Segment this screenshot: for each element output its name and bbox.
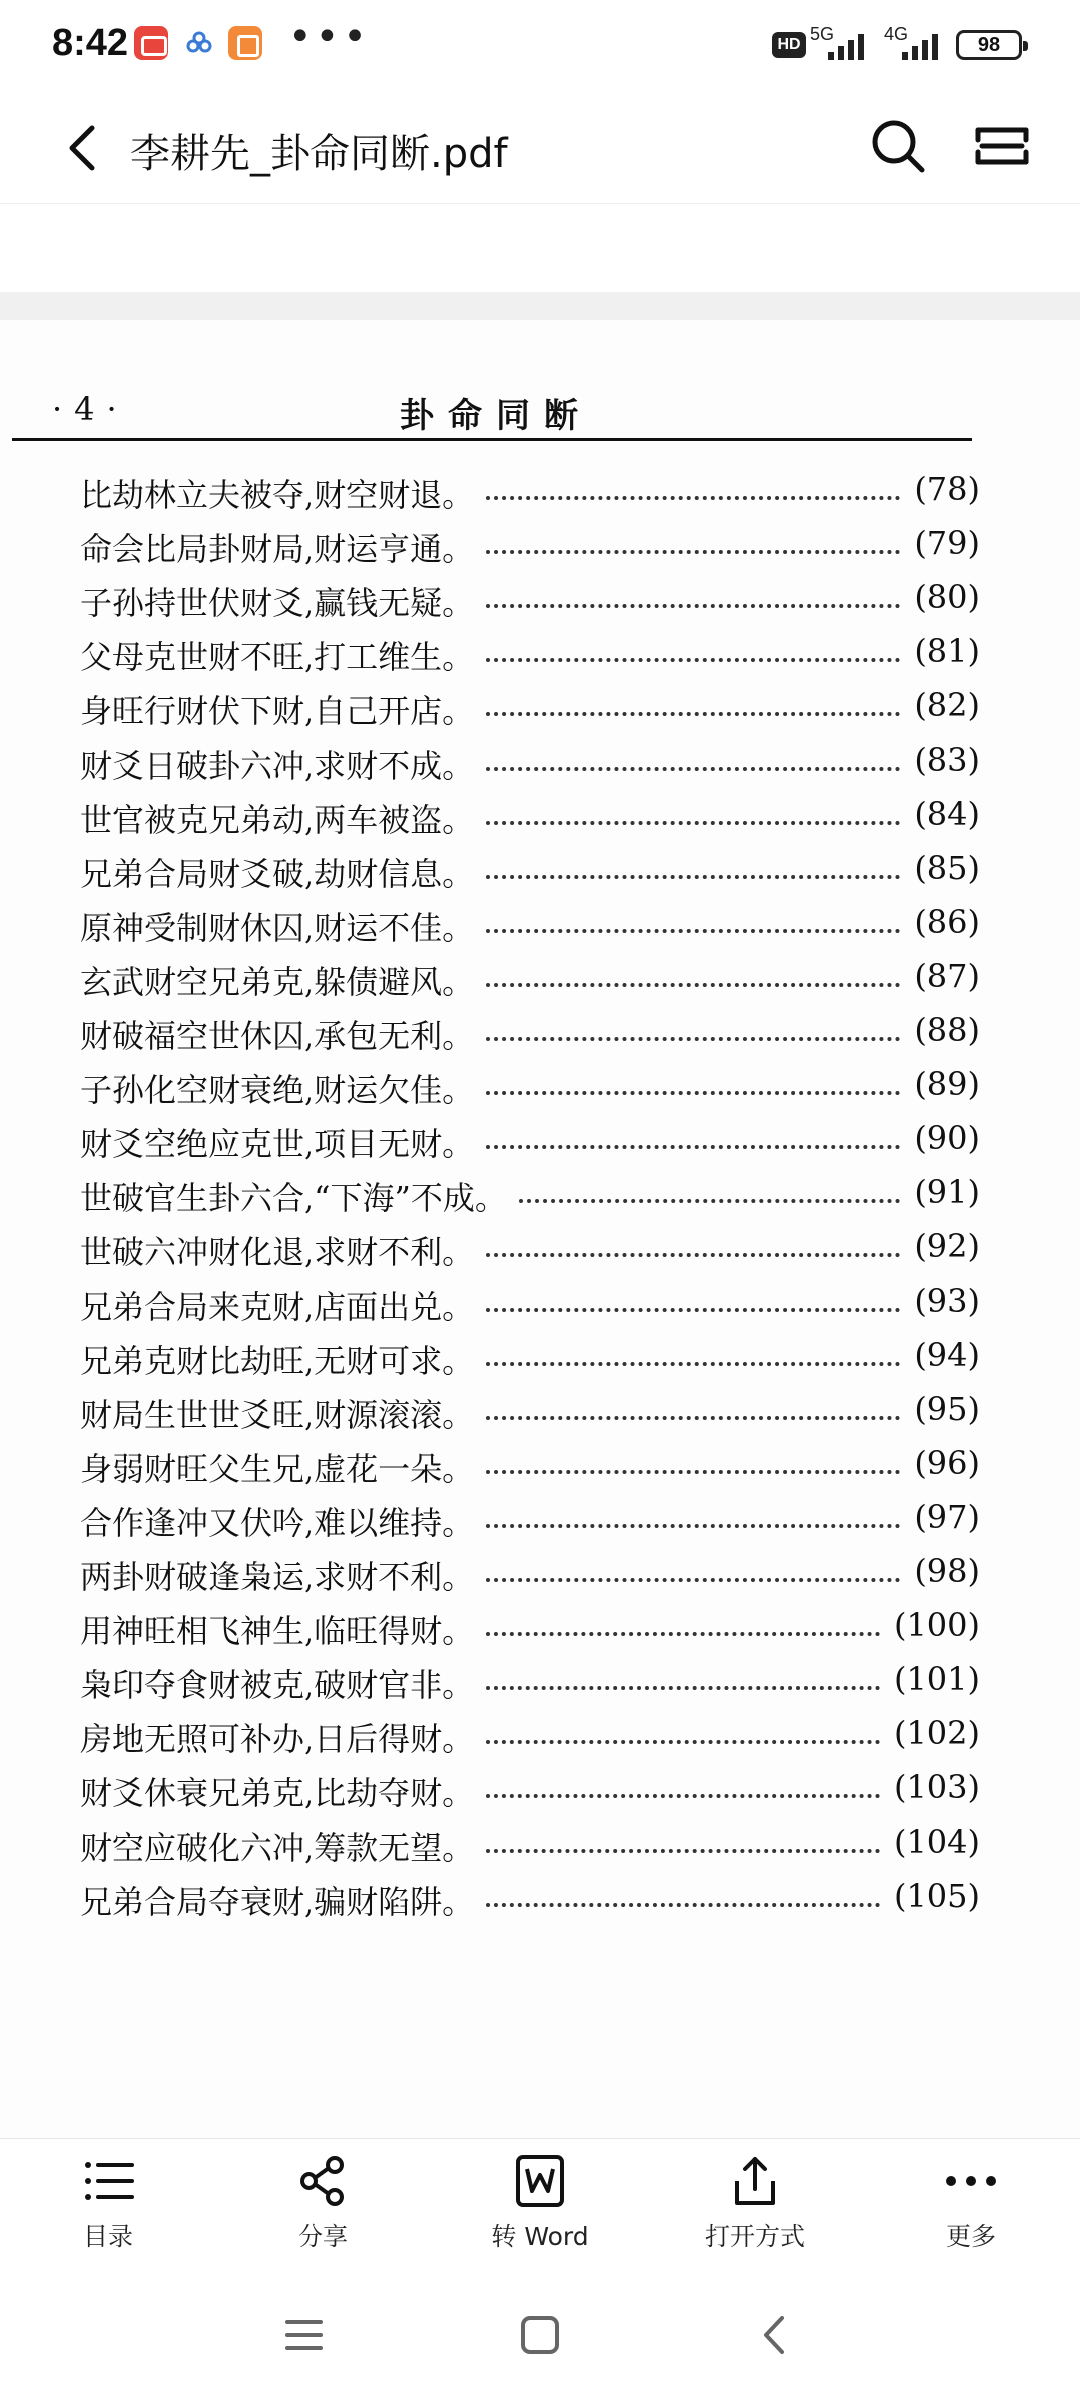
share-button[interactable] xyxy=(248,2153,398,2263)
toc-leader-dots xyxy=(486,1091,900,1095)
toc-entry-title: 房地无照可补办,日后得财。 xyxy=(80,1720,475,1759)
toc-button[interactable] xyxy=(33,2153,183,2263)
toc-leader-dots xyxy=(486,1470,900,1474)
toc-entry-page: (94) xyxy=(914,1335,980,1374)
toc-entry-title: 合作逢冲又伏吟,难以维持。 xyxy=(80,1503,475,1542)
toc-entry-title: 财爻休衰兄弟克,比劫夺财。 xyxy=(80,1774,475,1813)
toc-leader-dots xyxy=(486,821,900,825)
open-with-button[interactable] xyxy=(680,2153,830,2263)
list-icon xyxy=(80,2153,136,2209)
toc-entry[interactable] xyxy=(80,903,980,955)
toc-entry-title: 原神受制财休囚,财运不佳。 xyxy=(80,908,475,947)
toc-leader-dots xyxy=(486,550,900,554)
toc-entry-page: (102) xyxy=(893,1714,980,1753)
toc-entry-page: (104) xyxy=(893,1822,980,1861)
toc-entry-page: (85) xyxy=(914,848,980,887)
toc-entry[interactable] xyxy=(80,470,980,522)
toc-entry-title: 枭印夺食财被克,破财官非。 xyxy=(80,1666,475,1705)
toc-leader-dots xyxy=(486,1253,900,1257)
toc-entry[interactable] xyxy=(80,1660,980,1712)
toc-entry-title: 用神旺相飞神生,临旺得财。 xyxy=(80,1612,475,1651)
back-button[interactable] xyxy=(56,120,112,176)
toc-entry-page: (97) xyxy=(914,1497,980,1536)
toc-entry-title: 世破官生卦六合,“下海”不成。 xyxy=(80,1179,507,1218)
more-label: 更多 xyxy=(945,2222,996,2251)
document-title: 李耕先_卦命同断.pdf xyxy=(130,131,508,177)
more-button[interactable] xyxy=(896,2153,1046,2263)
convert-word-label: 转 Word xyxy=(491,2222,589,2251)
home-button[interactable] xyxy=(515,2310,565,2360)
toc-entry[interactable] xyxy=(80,1336,980,1388)
toc-entry[interactable] xyxy=(80,1444,980,1496)
toc-entry-title: 玄武财空兄弟克,躲债避风。 xyxy=(80,962,475,1001)
toc-entry-page: (98) xyxy=(914,1552,980,1590)
toc-entry[interactable] xyxy=(80,1011,980,1063)
open-with-icon xyxy=(727,2153,783,2209)
toc-leader-dots xyxy=(486,1794,880,1798)
toc-entry[interactable] xyxy=(80,1552,980,1604)
toc-entry[interactable] xyxy=(80,1282,980,1334)
toc-entry-title: 财局生世世爻旺,财源滚滚。 xyxy=(80,1395,475,1434)
toc-entry[interactable] xyxy=(80,1714,980,1766)
toc-entry[interactable] xyxy=(80,1173,980,1225)
search-icon xyxy=(868,116,928,176)
toc-entry-page: (89) xyxy=(914,1065,980,1104)
toc-entry-page: (101) xyxy=(893,1660,980,1699)
toc-leader-dots xyxy=(486,1632,880,1636)
toc-entry-page: (83) xyxy=(914,740,980,779)
toc-entry-title: 身弱财旺父生兄,虚花一朵。 xyxy=(80,1449,475,1488)
toc-entry-page: (79) xyxy=(914,524,980,563)
toc-entry-page: (88) xyxy=(914,1011,980,1049)
toc-entry-title: 比劫林立夫被夺,财空财退。 xyxy=(80,476,475,514)
home-icon xyxy=(515,2310,565,2360)
more-icon xyxy=(943,2153,999,2209)
toc-leader-dots xyxy=(519,1199,900,1203)
toc-leader-dots xyxy=(486,875,900,879)
toc-entry[interactable] xyxy=(80,741,980,793)
status-bar xyxy=(0,0,1080,92)
toc-entry-page: (96) xyxy=(914,1443,980,1482)
toc-leader-dots xyxy=(486,1903,880,1907)
toc-entry-page: (80) xyxy=(914,578,980,617)
toc-leader-dots xyxy=(486,1578,900,1582)
toc-entry[interactable] xyxy=(80,1823,980,1875)
toc-entry-page: (87) xyxy=(914,956,980,995)
hd-icon: HD xyxy=(772,32,806,58)
toc-entry-title: 身旺行财伏下财,自己开店。 xyxy=(80,692,475,731)
toc-entry-page: (91) xyxy=(914,1173,980,1212)
toc-entry[interactable] xyxy=(80,1606,980,1658)
header-rule xyxy=(12,438,972,441)
toc-entry-title: 财爻空绝应克世,项目无财。 xyxy=(80,1125,475,1164)
search-button[interactable] xyxy=(868,116,928,176)
toc-entry-title: 两卦财破逢枭运,求财不利。 xyxy=(80,1558,475,1596)
toc-entry-title: 父母克世财不旺,打工维生。 xyxy=(80,638,475,677)
signal-4g-icon: 4G xyxy=(884,26,944,62)
toc-entry-title: 命会比局卦财局,财运亨通。 xyxy=(80,530,475,569)
share-icon xyxy=(295,2153,351,2209)
more-notifications-icon: ••• xyxy=(288,14,371,60)
toc-entry-title: 财破福空世休囚,承包无利。 xyxy=(80,1017,475,1055)
toc-entry[interactable] xyxy=(80,632,980,684)
toc-entry-page: (84) xyxy=(914,794,980,833)
toc-entry-page: (105) xyxy=(893,1876,980,1915)
toc-leader-dots xyxy=(486,1686,880,1690)
toc-leader-dots xyxy=(486,1145,900,1149)
toc-entry[interactable] xyxy=(80,524,980,576)
toc-leader-dots xyxy=(486,1037,900,1041)
toc-leader-dots xyxy=(486,712,900,716)
toc-entry-page: (92) xyxy=(914,1227,980,1266)
toc-entry-title: 世官被克兄弟动,两车被盗。 xyxy=(80,800,475,839)
toc-entry-title: 财爻日破卦六冲,求财不成。 xyxy=(80,746,475,785)
toc-entry-title: 兄弟合局夺衰财,骗财陷阱。 xyxy=(80,1882,475,1921)
book-title: 卦命同断 xyxy=(400,396,592,436)
pdf-page[interactable] xyxy=(0,320,1080,2140)
toc-leader-dots xyxy=(486,1362,900,1366)
toc-entry[interactable] xyxy=(80,1119,980,1171)
toc-entry-title: 财空应破化六冲,筹款无望。 xyxy=(80,1828,475,1867)
toc-entry-page: (86) xyxy=(914,902,980,941)
back-arrow-icon xyxy=(56,120,112,176)
toc-label: 目录 xyxy=(82,2222,133,2251)
toc-entry[interactable] xyxy=(80,849,980,901)
toc-entry[interactable] xyxy=(80,795,980,847)
toc-entry-page: (93) xyxy=(914,1281,980,1320)
toc-entry-page: (95) xyxy=(914,1389,980,1428)
share-label: 分享 xyxy=(297,2222,348,2251)
shopping-app-icon xyxy=(228,26,262,60)
toc-entry-title: 子孙化空财衰绝,财运欠佳。 xyxy=(80,1071,475,1110)
toc-leader-dots xyxy=(486,1308,900,1312)
toc-entry[interactable] xyxy=(80,957,980,1009)
convert-word-button[interactable] xyxy=(465,2153,615,2263)
toc-entry[interactable] xyxy=(80,578,980,630)
toc-entry[interactable] xyxy=(80,686,980,738)
toc-leader-dots xyxy=(486,604,900,608)
battery-icon: 98 xyxy=(956,30,1022,60)
toc-entry-title: 兄弟合局来克财,店面出兑。 xyxy=(80,1287,475,1326)
cloud-icon xyxy=(182,26,216,60)
toc-leader-dots xyxy=(486,658,900,662)
toc-entry[interactable] xyxy=(80,1768,980,1820)
bottom-toolbar xyxy=(0,2138,1080,2270)
status-time: 8:42 xyxy=(52,22,129,64)
toc-entry-page: (82) xyxy=(914,686,980,725)
toc-entry-page: (103) xyxy=(893,1768,980,1807)
system-nav-bar xyxy=(0,2270,1080,2400)
toc-entry-page: (81) xyxy=(914,632,980,671)
toc-entry-title: 子孙持世伏财爻,赢钱无疑。 xyxy=(80,584,475,623)
toc-entry[interactable] xyxy=(80,1498,980,1550)
toc-leader-dots xyxy=(486,1849,880,1853)
toc-entry-title: 世破六冲财化退,求财不利。 xyxy=(80,1233,475,1272)
signal-5g-icon: 5G xyxy=(810,26,870,62)
toc-entry-title: 兄弟合局财爻破,劫财信息。 xyxy=(80,854,475,893)
toc-entry-page: (100) xyxy=(893,1606,980,1645)
toc-leader-dots xyxy=(486,496,900,500)
nav-back-button[interactable] xyxy=(750,2310,800,2360)
toc-entry[interactable] xyxy=(80,1390,980,1442)
open-with-label: 打开方式 xyxy=(704,2222,805,2251)
toc-entry-page: (90) xyxy=(914,1119,980,1158)
recents-button[interactable] xyxy=(279,2310,329,2360)
toc-leader-dots xyxy=(486,767,900,771)
page-separator xyxy=(0,292,1080,320)
recents-icon xyxy=(279,2310,329,2360)
menu-button[interactable] xyxy=(972,116,1032,176)
toc-entry[interactable] xyxy=(80,1227,980,1279)
toc-entry[interactable] xyxy=(80,1877,980,1929)
toc-leader-dots xyxy=(486,929,900,933)
toc-leader-dots xyxy=(486,1740,880,1744)
word-icon xyxy=(512,2153,568,2209)
app-header xyxy=(0,92,1080,204)
toc-leader-dots xyxy=(486,1416,900,1420)
nav-back-icon xyxy=(750,2310,800,2360)
toc-leader-dots xyxy=(486,983,900,987)
app-notification-icon xyxy=(134,26,168,60)
menu-icon xyxy=(972,116,1032,176)
toc-leader-dots xyxy=(486,1524,900,1528)
toc-entry-page: (78) xyxy=(914,470,980,508)
page-number: ·4· xyxy=(52,390,129,428)
toc-entry[interactable] xyxy=(80,1065,980,1117)
toc-entry-title: 兄弟克财比劫旺,无财可求。 xyxy=(80,1341,475,1380)
